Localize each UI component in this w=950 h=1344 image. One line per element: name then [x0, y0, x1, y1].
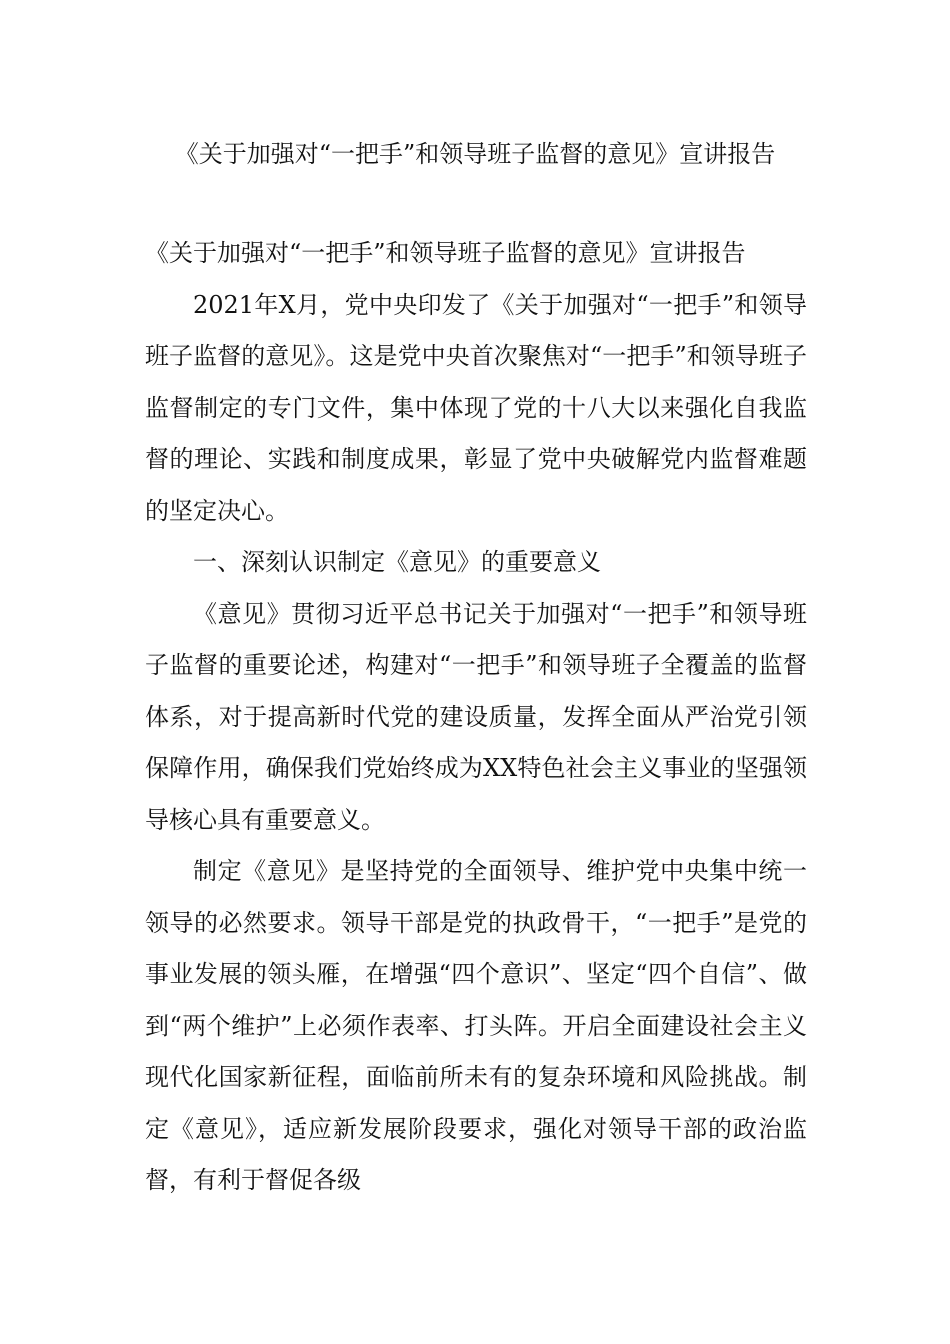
document-subtitle: 《关于加强对“一把手”和领导班子监督的意见》宣讲报告	[145, 239, 746, 267]
section-heading-1: 一、深刻认识制定《意见》的重要意义	[193, 548, 601, 576]
paragraph-intro: 2021年X月，党中央印发了《关于加强对“一把手”和领导班子监督的意见》。这是党中央首次聚焦对“一把手”和领导班子监督制定的专门文件，集中体现了党的十八大以来强化自我监督的理论、实践和制度成果，彰显了党中央破解党内监督难题的坚定决心。	[145, 290, 807, 525]
paragraph-leadership: 制定《意见》是坚持党的全面领导、维护党中央集中统一领导的必然要求。领导干部是党的执政骨干，“一把手”是党的事业发展的领头雁，在增强“四个意识”、坚定“四个自信”、做到“两个维护”上必须作表率、打头阵。开启全面建设社会主义现代化国家新征程，面临前所未有的复杂环境和风险挑战。制定《意见》，适应新发展阶段要求，强化对领导干部的政治监督，有利于督促各级	[145, 857, 807, 1194]
document-body	[145, 228, 807, 1207]
document-title: 《关于加强对“一把手”和领导班子监督的意见》宣讲报告	[174, 140, 776, 168]
paragraph-significance: 《意见》贯彻习近平总书记关于加强对“一把手”和领导班子监督的重要论述，构建对“一把手”和领导班子全覆盖的监督体系，对于提高新时代党的建设质量，发挥全面从严治党引领保障作用，确保我们党始终成为XX特色社会主义事业的坚强领导核心具有重要意义。	[145, 599, 807, 834]
